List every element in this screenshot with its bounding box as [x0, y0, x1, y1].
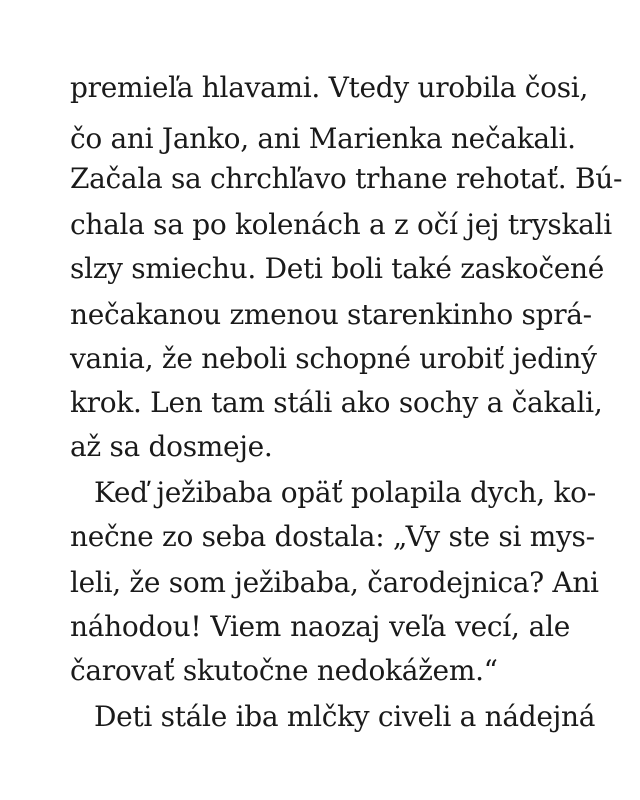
- text-line: Deti stále iba mlčky civeli a nádejná: [94, 700, 596, 733]
- text-line: krok. Len tam stáli ako sochy a čakali,: [70, 386, 603, 419]
- text-line: čo ani Janko, ani Marienka nečakali.: [70, 122, 576, 155]
- text-line: Začala sa chrchľavo trhane rehotať. Bú-: [70, 162, 623, 195]
- text-line: náhodou! Viem naozaj veľa vecí, ale: [70, 610, 570, 643]
- text-line: leli, že som ježibaba, čarodejnica? Ani: [70, 566, 599, 599]
- text-line: chala sa po kolenách a z očí jej tryskali: [70, 208, 612, 241]
- text-line: Keď ježibaba opäť polapila dych, ko-: [94, 476, 596, 509]
- text-line: slzy smiechu. Deti boli také zaskočené: [70, 252, 604, 285]
- text-line: vania, že neboli schopné urobiť jediný: [70, 342, 597, 375]
- text-line: nečne zo seba dostala: „Vy ste si mys-: [70, 520, 595, 553]
- text-line: nečakanou zmenou starenkinho sprá-: [70, 298, 592, 331]
- text-line: čarovať skutočne nedokážem.“: [70, 654, 498, 687]
- text-line: až sa dosmeje.: [70, 430, 273, 463]
- text-line: premieľa hlavami. Vtedy urobila čosi,: [70, 71, 589, 104]
